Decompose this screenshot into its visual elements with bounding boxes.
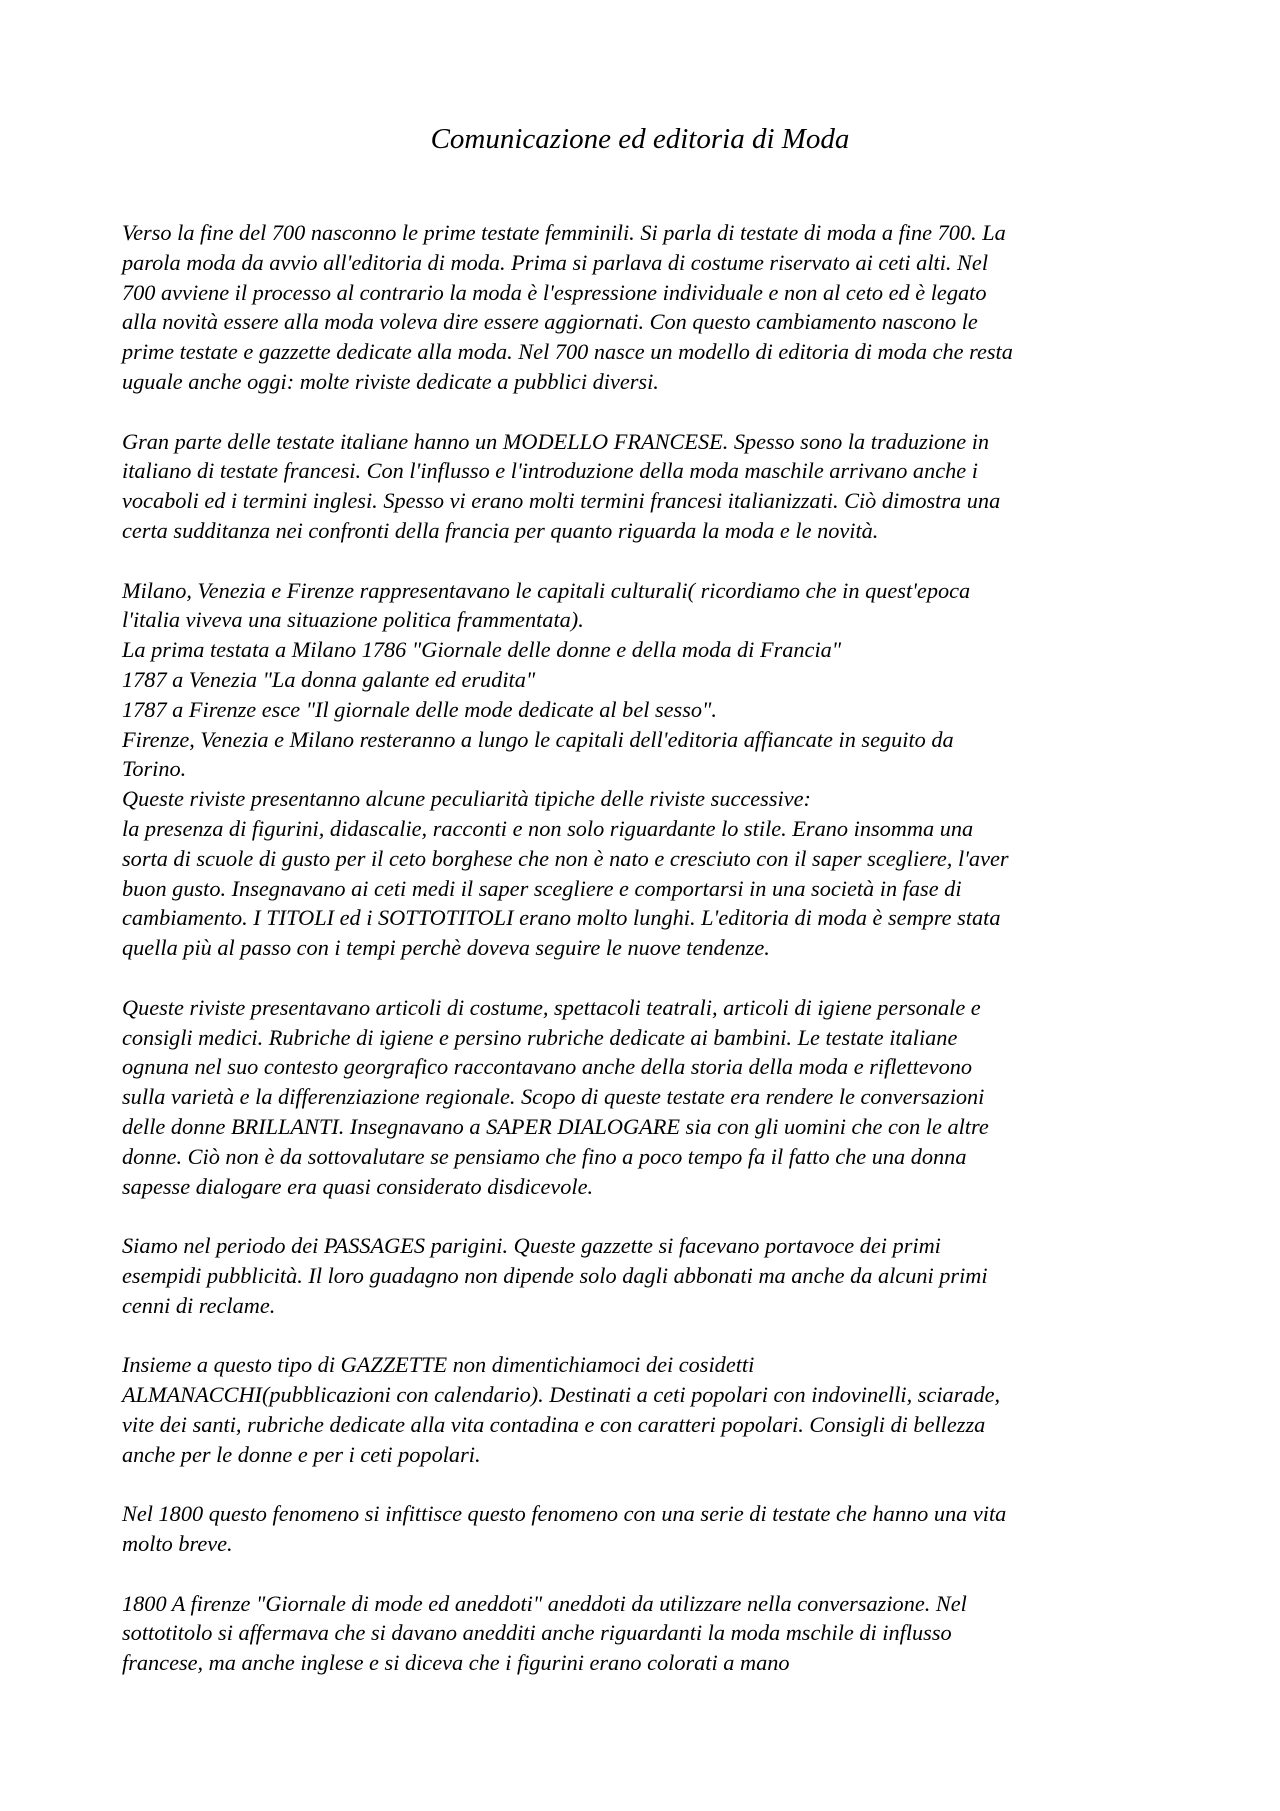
paragraph-line: Verso la fine del 700 nasconno le prime testate femminili. Si parla di testate di moda a fine 700. La [122,220,1006,245]
paragraph-line: 700 avviene il processo al contrario la moda è l'espressione individuale e non al ceto ed è legato [122,279,987,305]
paragraph-line: Gran parte delle testate italiane hanno un MODELLO FRANCESE. Spesso sono la traduzione in [122,428,990,454]
paragraph-line: ognuna nel suo contesto georgrafico raccontavano anche della storia della moda e riflettevono [122,1054,973,1080]
paragraph-line: Firenze, Venezia e Milano resteranno a lungo le capitali dell'editoria affiancate in seguito da [122,726,954,752]
document-title: Comunicazione ed editoria di Moda [430,123,850,155]
paragraph-8 [122,1589,1167,1678]
paragraph-line: la presenza di figurini, didascalie, racconti e non solo riguardante lo stile. Erano insomma una [122,815,974,841]
paragraph-line: uguale anche oggi: molte riviste dedicate a pubblici diversi. [122,368,659,394]
paragraph-line: buon gusto. Insegnavano ai ceti medi il saper scegliere e comportarsi in una società in fase di [122,875,962,901]
paragraph-line: ALMANACCHI(pubblicazioni con calendario). Destinati a ceti popolari con indovinelli, sciarade, [122,1382,1001,1408]
paragraph-line: alla novità essere alla moda voleva dire essere aggiornati. Con questo cambiamento nascono le [122,309,978,335]
paragraph-5 [122,1231,1167,1320]
paragraph-line: sapesse dialogare era quasi considerato disdicevole. [122,1173,594,1199]
paragraph-7 [122,1499,1167,1559]
paragraph-6 [122,1350,1167,1469]
paragraph-line: Nel 1800 questo fenomeno si infittisce questo fenomeno con una serie di testate che hanno una vita [122,1501,1007,1527]
paragraph-line: certa sudditanza nei confronti della francia per quanto riguarda la moda e le novità. [122,517,879,543]
paragraph-line: italiano di testate francesi. Con l'influsso e l'introduzione della moda maschile arrivano anche i [122,458,978,484]
paragraph-line: Queste riviste presentanno alcune peculiarità tipiche delle riviste successive: [122,786,811,812]
paragraph-line: 1787 a Venezia "La donna galante ed erudita" [122,666,536,692]
paragraph-line: molto breve. [122,1531,233,1557]
paragraph-line: parola moda da avvio all'editoria di moda. Prima si parlava di costume riservato ai ceti alti. Nel [122,249,989,275]
paragraph-line: 1787 a Firenze esce "Il giornale delle mode dedicate al bel sesso". [122,696,717,722]
paragraph-3 [122,576,1167,963]
paragraph-line: Insieme a questo tipo di GAZZETTE non dimentichiamoci dei cosidetti [122,1352,755,1378]
paragraph-line: delle donne BRILLANTI. Insegnavano a SAPER DIALOGARE sia con gli uomini che con le altre [122,1113,989,1139]
paragraph-2 [122,427,1167,546]
paragraph-line: Torino. [122,756,187,782]
paragraph-4 [122,993,1167,1202]
paragraph-line: sulla varietà e la differenziazione regionale. Scopo di queste testate era rendere le conversazioni [122,1084,985,1110]
paragraph-line: Siamo nel periodo dei PASSAGES parigini. Queste gazzette si facevano portavoce dei primi [122,1233,941,1259]
paragraph-line: esempidi pubblicità. Il loro guadagno non dipende solo dagli abbonati ma anche da alcuni primi [122,1262,988,1288]
paragraph-line: donne. Ciò non è da sottovalutare se pensiamo che fino a poco tempo fa il fatto che una donna [122,1143,967,1169]
paragraph-line: consigli medici. Rubriche di igiene e persino rubriche dedicate ai bambini. Le testate italiane [122,1024,958,1050]
document-body [122,218,1167,1708]
paragraph-line: 1800 A firenze "Giornale di mode ed aneddoti" aneddoti da utilizzare nella conversazione. Nel [122,1590,967,1616]
paragraph-line: vocaboli ed i termini inglesi. Spesso vi erano molti termini francesi italianizzati. Ciò dimostra una [122,488,1001,514]
paragraph-line: cambiamento. I TITOLI ed i SOTTOTITOLI erano molto lunghi. L'editoria di moda è sempre stata [122,905,1001,931]
paragraph-line: sorta di scuole di gusto per il ceto borghese che non è nato e cresciuto con il saper scegliere, l'aver [122,845,1009,871]
paragraph-line: l'italia viveva una situazione politica frammentata). [122,607,584,633]
paragraph-line: quella più al passo con i tempi perchè doveva seguire le nuove tendenze. [122,935,770,961]
paragraph-line: anche per le donne e per i ceti popolari. [122,1441,481,1467]
paragraph-line: prime testate e gazzette dedicate alla moda. Nel 700 nasce un modello di editoria di moda che resta [122,339,1013,365]
paragraph-line: sottotitolo si affermava che si davano anedditi anche riguardanti la moda mschile di influsso [122,1620,952,1646]
paragraph-line: Milano, Venezia e Firenze rappresentavano le capitali culturali( ricordiamo che in quest'epoca [122,577,971,603]
paragraph-line: francese, ma anche inglese e si diceva che i figurini erano colorati a mano [122,1650,790,1676]
paragraph-line: cenni di reclame. [122,1292,276,1318]
paragraph-1 [122,218,1167,397]
paragraph-line: vite dei santi, rubriche dedicate alla vita contadina e con caratteri popolari. Consigli di bellezza [122,1411,986,1437]
paragraph-line: La prima testata a Milano 1786 "Giornale delle donne e della moda di Francia" [122,637,842,663]
paragraph-line: Queste riviste presentavano articoli di costume, spettacoli teatrali, articoli di igiene personale e [122,994,981,1020]
